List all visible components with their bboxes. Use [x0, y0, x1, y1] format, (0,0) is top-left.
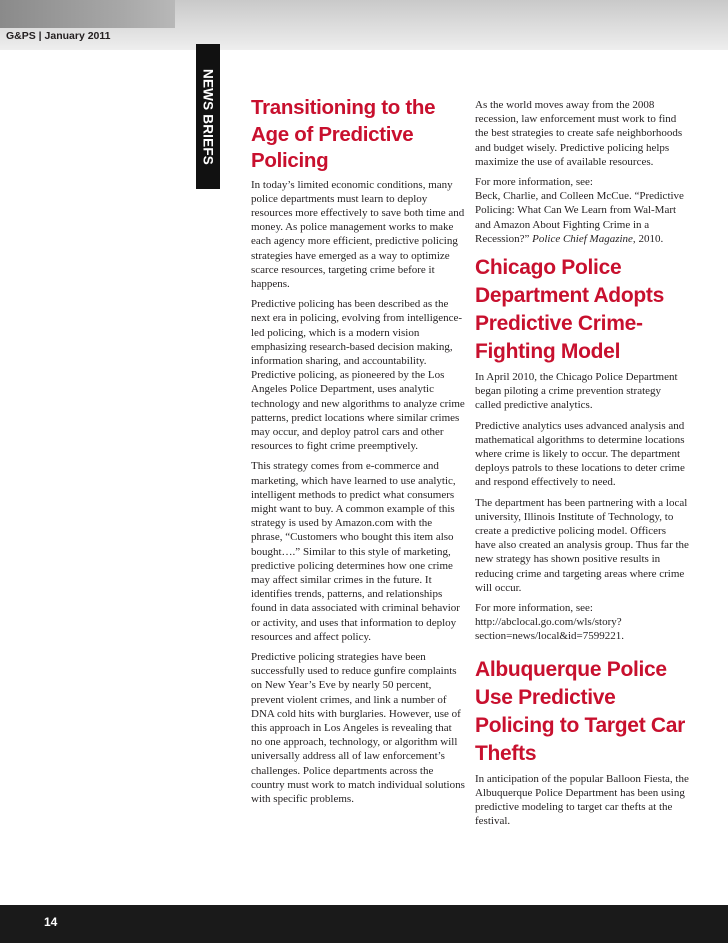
main-article-paragraph: Predictive policing has been described as the next era in policing, evolving from intelligence-led policing, which is a modern vision emphasizing research-based decision making, information sharing, and accountability. Predictive policing, as pioneered by the Los Angeles Police Department, uses analytic technology and new algorithms to analyze crime patterns, predict locations where similar crimes may occur, and deploy patrol cars and other resources to fight crime preemptively.	[251, 298, 465, 453]
left-column	[251, 95, 465, 812]
main-article-paragraph: In today’s limited economic conditions, many police departments must learn to deploy resources more effectively to save both time and money. As police management works to make each agency more efficient, predictive policing strategies have emerged as a way to optimize scarce resources, targeting crime before it happens.	[251, 178, 465, 290]
citation	[475, 189, 689, 246]
chicago-article-paragraph: In April 2010, the Chicago Police Department began piloting a crime prevention strategy called predictive analytics.	[475, 371, 678, 412]
chicago-article-paragraph: The department has been partnering with a local university, Illinois Institute of Technology, to create a predictive policing model. Officers have also created an analysis group. Thus far the new strategy has shown positive results in reducing crime and targeting areas where crime will occur.	[475, 496, 689, 594]
chicago-article-title: Chicago Police Department Adopts Predictive Crime-Fighting Model	[475, 256, 664, 364]
section-label: NEWS BRIEFS	[200, 68, 216, 165]
citation-text: Beck, Charlie, and Colleen McCue. “Predictive Policing: What Can We Learn from Wal-Mart and Amazon About Fighting Crime in a Recession?”	[475, 190, 684, 245]
main-article-paragraph: This strategy comes from e-commerce and marketing, which have learned to use analytic, intelligent methods to predict what consumers might want to buy. A common example of this strategy is used by Amazon.com with the phrase, “Customers who bought this item also bought….” Similar to this style of marketing, predictive policing determines how one crime may affect similar crimes in the future. It identifies trends, patterns, and relationships found in data associated with criminal behavior or activity, and uses that information to deploy resources and affect policy.	[251, 460, 460, 643]
page-number: 14	[44, 915, 58, 929]
chicago-more-info: For more information, see: http://abclocal.go.com/wls/story?section=news/local&id=7599221.	[475, 602, 624, 643]
header-dark-block	[0, 0, 175, 28]
chicago-article-paragraph: Predictive analytics uses advanced analysis and mathematical algorithms to determine locations where crime is likely to occur. The department deploys patrols to these locations to deter crime and respond effectively to need.	[475, 419, 685, 489]
main-article-title: Transitioning to the Age of Predictive Policing	[251, 96, 436, 172]
albuquerque-article-title: Albuquerque Police Use Predictive Policing to Target Car Thefts	[475, 657, 686, 765]
main-article-paragraph: Predictive policing strategies have been successfully used to reduce gunfire complaints on New Year’s Eve by nearly 50 percent, prevent violent crimes, and link a number of DNA cold hits with burglaries. However, use of this approach in Los Angeles is revealing that no one approach, technology, or algorithm will universally address all of law enforcement’s challenges. Police departments across the country must work to match individual solutions with specific problems.	[251, 651, 465, 806]
more-info-label: For more information, see:	[475, 176, 593, 189]
right-column	[475, 98, 689, 835]
citation-year: 2010.	[635, 232, 664, 245]
albuquerque-article-paragraph: In anticipation of the popular Balloon Fiesta, the Albuquerque Police Department has been using predictive modeling to target car thefts at the festival.	[475, 772, 689, 828]
publication-header: G&PS | January 2011	[6, 30, 111, 42]
footer-band	[0, 905, 728, 943]
citation-source: Police Chief Magazine,	[532, 232, 636, 245]
section-tab-label-wrap	[196, 44, 220, 189]
main-article-continuation: As the world moves away from the 2008 recession, law enforcement must work to find the best strategies to create safe neighborhoods and budget wisely. Predictive policing helps maximize the use of available resources.	[475, 99, 683, 168]
